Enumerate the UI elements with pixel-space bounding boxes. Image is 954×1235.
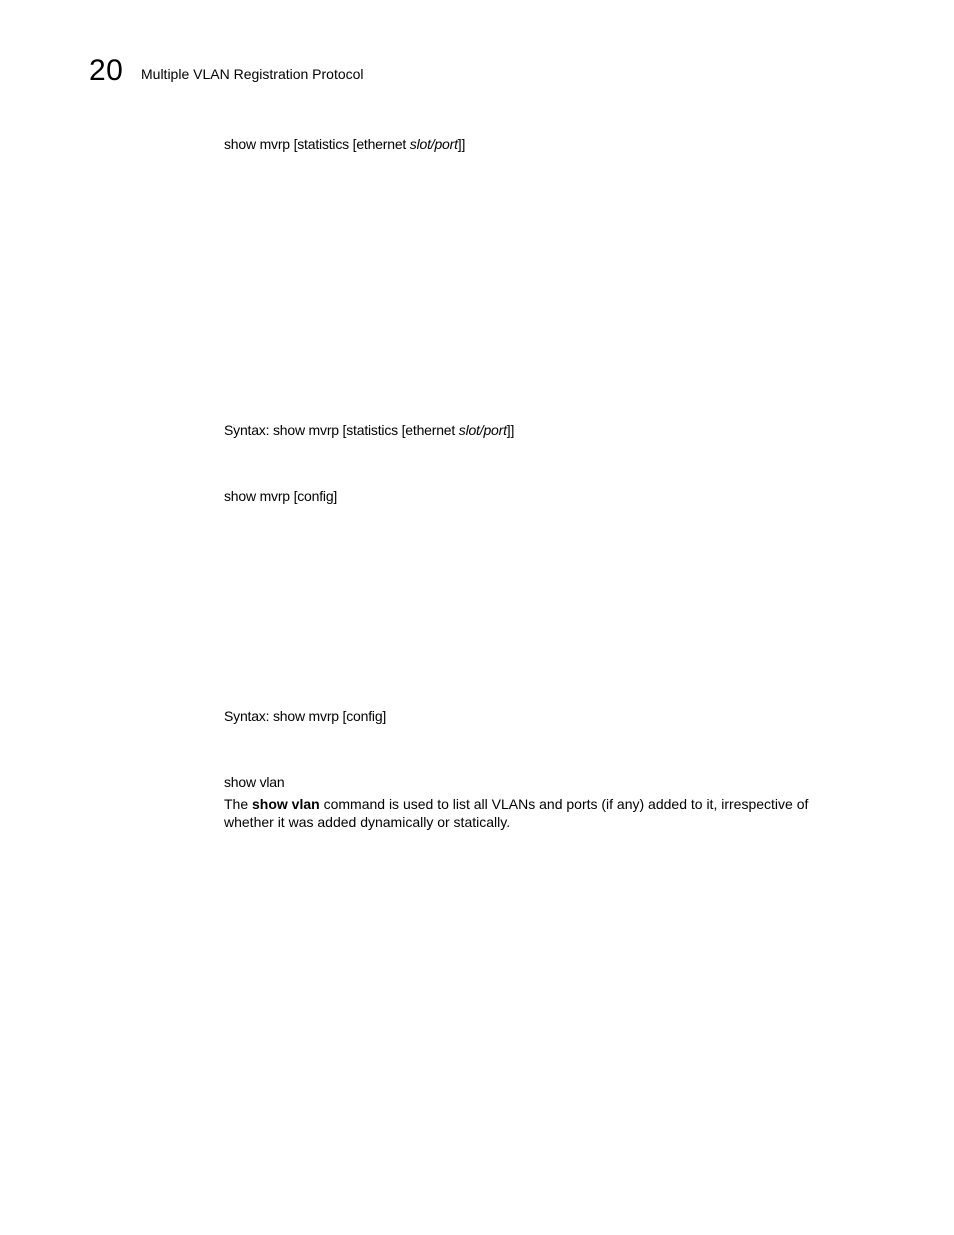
syntax-text: Syntax: show mvrp [config] [224,708,387,724]
command-text-end: ]] [457,136,466,152]
show-vlan-description [224,795,844,831]
chapter-number: 20 [89,54,124,87]
command-text: show mvrp [statistics [ethernet [224,136,410,152]
command-text: show mvrp [config] [224,488,338,504]
chapter-title: Multiple VLAN Registration Protocol [141,66,364,82]
command-show-vlan [224,773,284,791]
command-show-mvrp-config [224,487,337,505]
command-show-mvrp-statistics [224,135,465,153]
para-keyword: show vlan [252,796,320,812]
syntax-italic-param: slot/port [458,422,507,438]
para-suffix: command is used to list all VLANs and ports (if any) added to it, irrespective of whether it was added dynamically or statically. [224,796,809,830]
syntax-text: Syntax: show mvrp [statistics [ethernet [224,422,459,438]
command-italic-param: slot/port [409,136,458,152]
para-prefix: The [224,796,253,812]
syntax-show-mvrp-config [224,707,386,725]
syntax-text-end: ]] [506,422,515,438]
syntax-show-mvrp-statistics [224,421,514,439]
command-text: show vlan [224,774,285,790]
